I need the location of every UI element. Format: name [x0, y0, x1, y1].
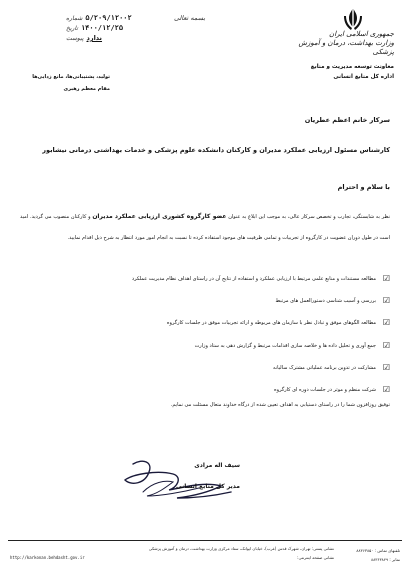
paragraph-bold: عضو کارگروه کشوری ارزیابی عملکرد مدیران	[92, 213, 227, 220]
attachment-label: پیوست	[66, 35, 84, 42]
subject: کارشناس مسئول ارزیابی عملکرد مدیران و کارکنان دانشکده علوم پزشکی و خدمات بهداشتی درمانی نیشابور	[42, 146, 390, 154]
ministry-header	[284, 30, 394, 82]
fax-value: ۸۸۳۶۳۸۴۹	[370, 557, 389, 562]
ministry-line-1: جمهوری اسلامی ایران	[329, 30, 394, 38]
task-text: شرکت منظم و موثر در جلسات دوره ای کارگروه	[274, 387, 376, 394]
task-item	[20, 357, 390, 379]
task-item	[20, 312, 390, 334]
paragraph-part-1: نظر به شایستگی، تجارب و تخصص سرکار عالی، به موجب این ابلاغ به عنوان	[228, 214, 390, 220]
motto-line-2: مقام معظم رهبری	[63, 86, 110, 92]
letter-meta	[66, 14, 132, 44]
task-item	[20, 290, 390, 312]
department-line-2: اداره کل منابع انسانی	[333, 74, 394, 80]
phone-line	[334, 546, 400, 555]
number-label: شماره	[66, 15, 83, 22]
checkbox-tick-icon: ☑	[382, 296, 390, 306]
task-text: مشارکت در تدوین برنامه عملیاتی مشترک سالیانه	[273, 364, 376, 371]
number-value: ۵/۲۰۹/۱۲۰۰۲	[85, 14, 132, 22]
handwritten-signature	[113, 452, 239, 504]
motto	[10, 71, 110, 95]
task-text: جمع آوری و تحلیل داده ها و خلاصه سازی اقدامات مرتبط و گزارش دهی به ستاد وزارت	[194, 342, 376, 349]
fax-label: نمابر :	[389, 557, 400, 562]
task-text: مطالعه الگوهای موفق و تبادل نظر با سازمان های مربوطه و ارائه تجربیات موفق در جلسات کارگروه	[166, 320, 376, 327]
fax-line	[334, 555, 400, 564]
number-row	[66, 14, 132, 24]
web-label: نشانی صفحه اینترنتی:	[297, 555, 334, 560]
recipient: سرکار خانم اعظم عطریان	[304, 116, 390, 124]
date-row	[66, 24, 122, 34]
website-link[interactable]: http://karkonan.behdasht.gov.ir	[10, 555, 85, 560]
task-list	[20, 268, 390, 401]
web-line	[104, 555, 334, 560]
checkbox-tick-icon: ☑	[382, 318, 390, 328]
signatory-name: سیف اله مرادی	[194, 462, 240, 469]
phone-label: تلفنهای تماس :	[374, 548, 400, 553]
footer-contact	[334, 546, 400, 564]
body-paragraph	[20, 206, 390, 249]
motto-line-1: تولید، پشتیبانی‌ها، مانع زدایی‌ها	[32, 74, 110, 80]
checkbox-tick-icon: ☑	[382, 274, 390, 284]
department-line-1: معاونت توسعه مدیریت و منابع	[310, 64, 394, 70]
task-item	[20, 268, 390, 290]
phone-value: ۸۸۳۶۳۸۵۰	[356, 548, 374, 553]
checkbox-tick-icon: ☑	[382, 340, 390, 350]
checkbox-tick-icon: ☑	[382, 362, 390, 372]
checkbox-tick-icon: ☑	[382, 385, 390, 395]
signatory-title: مدیر کل منابع انسانی	[175, 483, 240, 490]
postal-address: نشانی پستی: تهران، شهرک قدس (غرب)، خیابان ایوانک، ستاد مرکزی وزارت بهداشت، درمان و آموزش پزشکی	[148, 546, 334, 551]
task-text: بررسی و آسیب شناسی دستورالعمل های مرتبط	[275, 298, 376, 305]
task-text: مطالعه مستندات و منابع علمی مرتبط با ارزیابی عملکرد و استفاده از نتایج آن در راستای اهداف نظام مدیریت عملکرد	[131, 276, 376, 283]
closing-text: توفیق روزافزون شما را در راستای دستیابی به اهداف تعیین شده از درگاه خداوند متعال مسئلت می نمایم.	[170, 402, 390, 408]
iran-emblem-icon	[343, 6, 363, 32]
attachment-value: ندارد	[86, 34, 103, 42]
ministry-line-2: وزارت بهداشت، درمان و آموزش پزشکی	[298, 39, 394, 56]
date-value: ۱۴۰۰/۱۲/۲۵	[80, 24, 124, 32]
paragraph-part-2: و کارکنان منصوب می گردید. امید است در طول دوران عضویت در کارگروه از تجربیات و تمامی ظرفیت های موجود استفاده کرده تا نسبت به انجام امور مورد انتظار به شرح ذیل اقدام نمایید.	[20, 214, 390, 241]
task-item	[20, 335, 390, 357]
attachment-row	[66, 34, 122, 44]
basmala: بسمه تعالی	[174, 14, 206, 22]
greeting: با سلام و احترام	[337, 183, 390, 191]
task-item	[20, 379, 390, 401]
date-label: تاریخ	[66, 25, 78, 32]
footer-divider	[8, 540, 402, 541]
